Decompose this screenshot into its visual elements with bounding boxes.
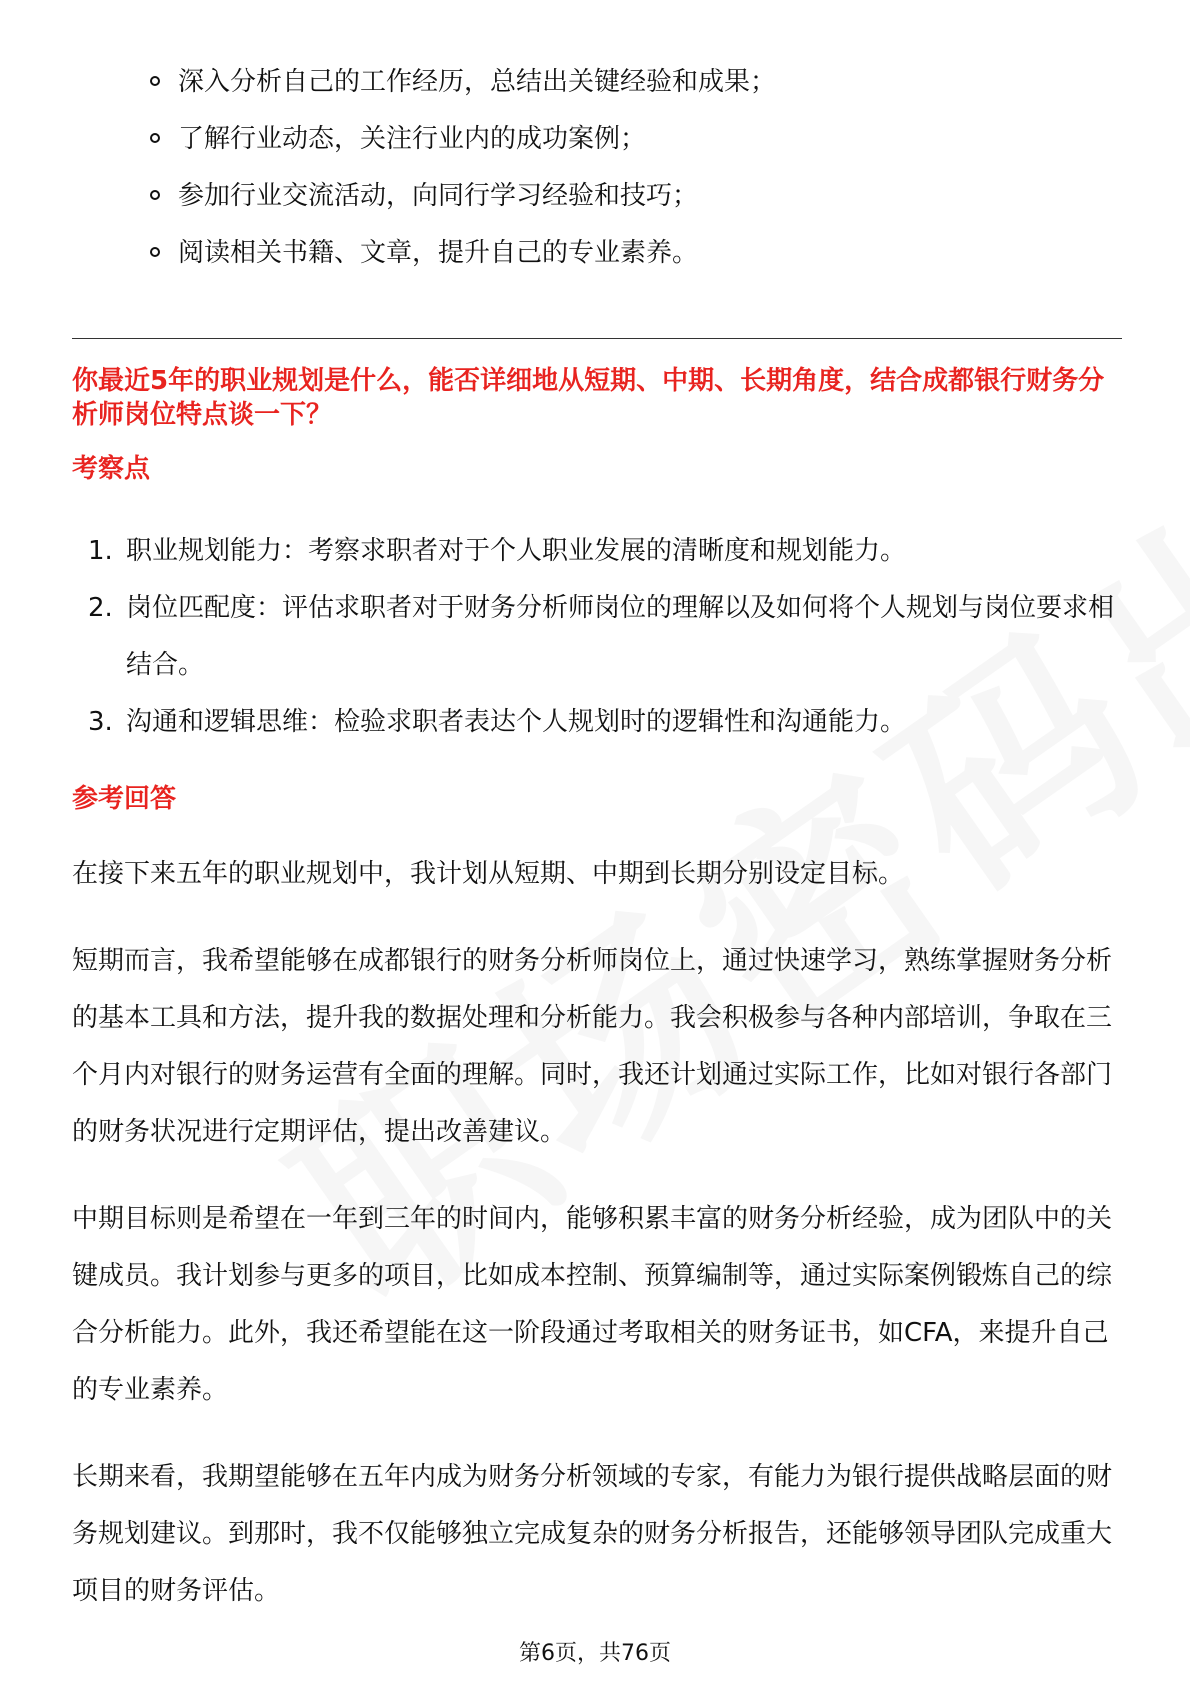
list-item — [150, 62, 776, 119]
answer-paragraph: 长期来看，我期望能够在五年内成为财务分析领域的专家，有能力为银行提供战略层面的财务规划建议。到那时，我不仅能够独立完成复杂的财务分析报告，还能够领导团队完成重大项目的财务评估。 — [72, 1462, 1113, 1606]
list-item-text: 阅读相关书籍、文章，提升自己的专业素养。 — [178, 238, 699, 268]
list-item-text: 沟通和逻辑思维：检验求职者表达个人规划时的逻辑性和沟通能力。 — [126, 707, 907, 737]
bullet-circle-icon — [150, 190, 160, 200]
bullet-circle-icon — [150, 133, 160, 143]
list-item-text: 了解行业动态，关注行业内的成功案例； — [178, 124, 647, 154]
bullet-circle-icon — [150, 247, 160, 257]
answer-paragraph: 短期而言，我希望能够在成都银行的财务分析师岗位上，通过快速学习，熟练掌握财务分析的基本工具和方法，提升我的数据处理和分析能力。我会积极参与各种内部培训，争取在三个月内对银行的财务运营有全面的理解。同时，我还计划通过实际工作，比如对银行各部门的财务状况进行定期评估，提出改善建议。 — [72, 946, 1113, 1147]
kaocha-heading: 考察点 — [72, 454, 151, 484]
list-item — [150, 119, 776, 176]
list-item-text: 职业规划能力：考察求职者对于个人职业发展的清晰度和规划能力。 — [126, 536, 907, 566]
list-item — [150, 233, 776, 290]
tips-list — [150, 62, 776, 290]
answer-paragraph: 在接下来五年的职业规划中，我计划从短期、中期到长期分别设定目标。 — [72, 859, 905, 889]
list-number: 1. — [88, 536, 113, 566]
list-item — [72, 694, 1122, 751]
assessment-points-list — [72, 523, 1122, 751]
section-divider — [72, 338, 1122, 339]
list-item-text: 岗位匹配度：评估求职者对于财务分析师岗位的理解以及如何将个人规划与岗位要求相结合。 — [126, 593, 1115, 680]
question-heading: 你最近5年的职业规划是什么，能否详细地从短期、中期、长期角度，结合成都银行财务分析师岗位特点谈一下？ — [72, 366, 1105, 430]
bullet-circle-icon — [150, 76, 160, 86]
list-item — [72, 580, 1122, 694]
list-item-text: 深入分析自己的工作经历，总结出关键经验和成果； — [178, 67, 777, 97]
list-item-text: 参加行业交流活动，向同行学习经验和技巧； — [178, 181, 699, 211]
answer-heading: 参考回答 — [72, 784, 177, 814]
list-item — [150, 176, 776, 233]
list-item — [72, 523, 1122, 580]
answer-paragraph: 中期目标则是希望在一年到三年的时间内，能够积累丰富的财务分析经验，成为团队中的关键成员。我计划参与更多的项目，比如成本控制、预算编制等，通过实际案例锻炼自己的综合分析能力。此外，我还希望能在这一阶段通过考取相关的财务证书，如CFA，来提升自己的专业素养。 — [72, 1204, 1113, 1405]
list-number: 2. — [88, 593, 113, 623]
list-number: 3. — [88, 707, 113, 737]
page-number: 第6页，共76页 — [519, 1641, 671, 1666]
